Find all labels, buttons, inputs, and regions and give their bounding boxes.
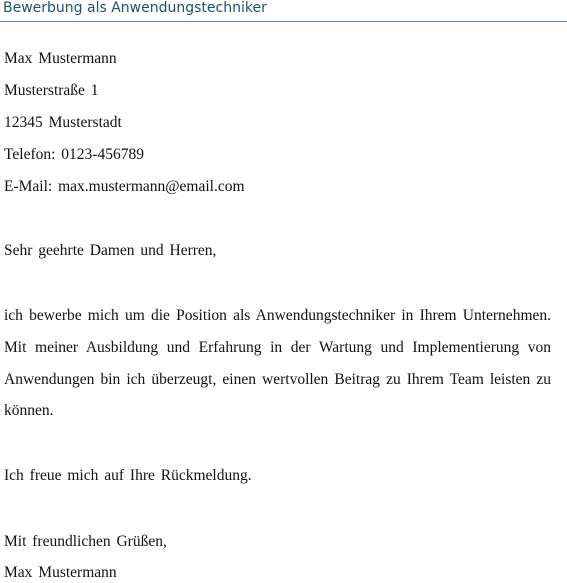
document-title: Bewerbung als Anwendungstechniker [3,0,267,16]
sender-street: Musterstraße 1 [4,82,99,99]
salutation: Sehr geehrte Damen und Herren, [4,242,217,259]
closing: Mit freundlichen Grüßen, [4,533,167,550]
body-line: Anwendungen bin ich überzeugt, einen wertvollen Beitrag zu Ihrem Team leisten zu [4,371,551,388]
closing-sentence: Ich freue mich auf Ihre Rückmeldung. [4,467,252,484]
title-divider [0,21,567,22]
sender-email: E-Mail: max.mustermann@email.com [4,178,245,195]
signature: Max Mustermann [4,564,117,581]
sender-city: 12345 Musterstadt [4,114,122,131]
sender-name: Max Mustermann [4,50,117,67]
body-line: ich bewerbe mich um die Position als Anwendungstechniker in Ihrem Unternehmen. [4,307,551,324]
sender-phone: Telefon: 0123-456789 [4,146,144,163]
body-line: Mit meiner Ausbildung und Erfahrung in der Wartung und Implementierung von [4,339,551,356]
body-line: können. [4,402,54,419]
